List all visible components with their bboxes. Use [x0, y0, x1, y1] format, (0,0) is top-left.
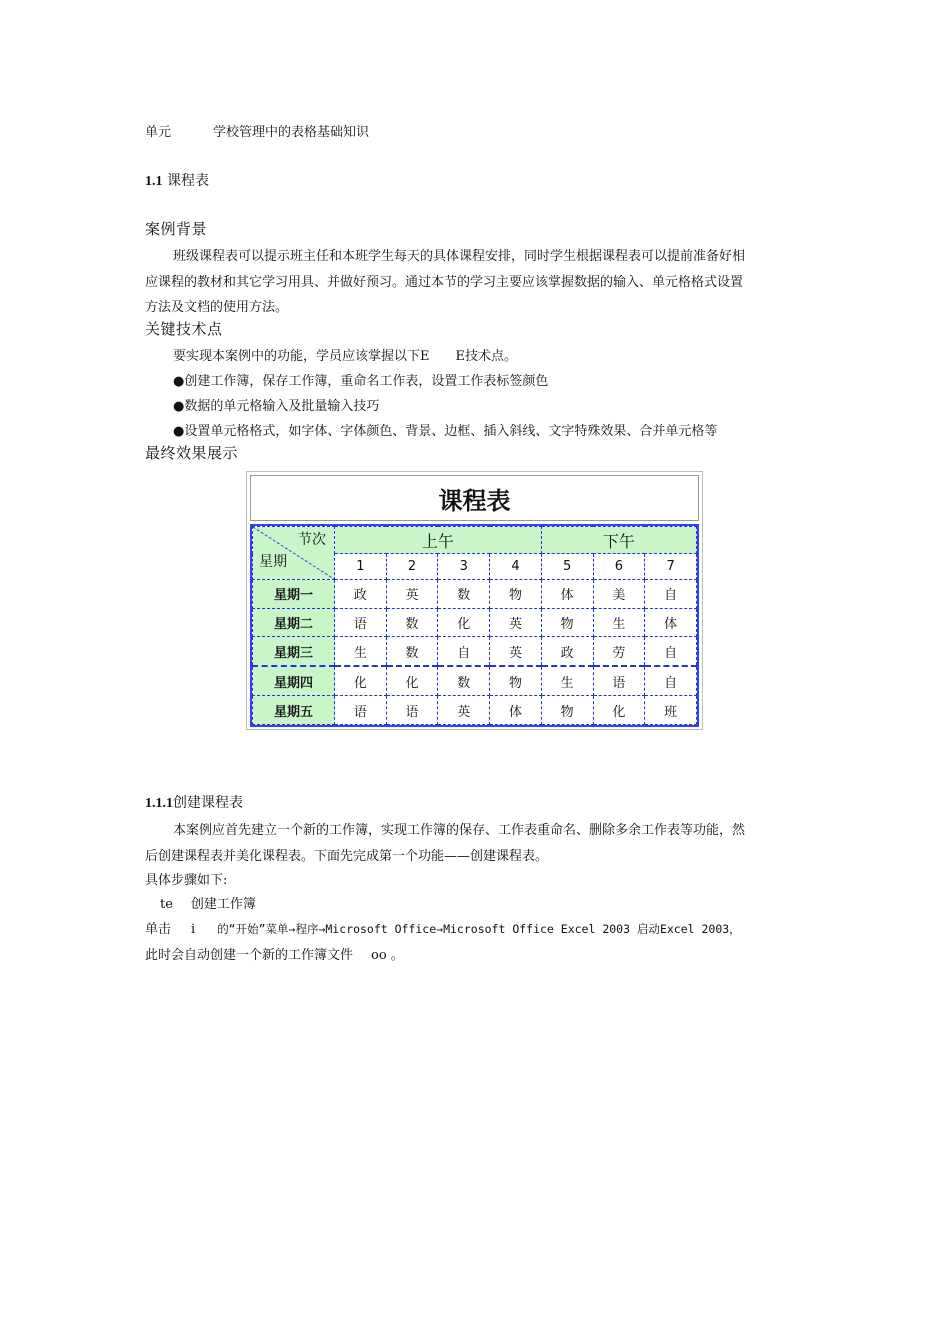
period-number: 2 — [386, 554, 438, 580]
step-marker: te — [160, 897, 173, 912]
bullet-item-1: ●创建工作簿，保存工作簿，重命名工作表，设置工作表标签颜色 — [173, 374, 549, 389]
subsection-number: 1.1.1 — [145, 796, 173, 811]
table-row — [253, 666, 697, 695]
period-number: 3 — [438, 554, 490, 580]
bullet-item-2: ●数据的单元格输入及批量输入技巧 — [173, 399, 380, 414]
day-label: 星期五 — [253, 696, 335, 725]
tech-intro-part-a: 要实现本案例中的功能，学员应该掌握以下E — [173, 349, 430, 364]
table-row — [253, 696, 697, 725]
subsection-title: 创建课程表 — [173, 795, 243, 811]
course-cell: 班 — [645, 696, 697, 725]
course-cell: 数 — [386, 608, 438, 637]
course-cell: 英 — [438, 696, 490, 725]
tech-intro — [173, 345, 517, 364]
body-para-line-2: 后创建课程表并美化课程表。下面先完成第一个功能——创建课程表。 — [145, 849, 549, 864]
course-cell: 物 — [541, 696, 593, 725]
course-cell: 化 — [593, 696, 645, 725]
section-heading — [145, 170, 209, 190]
tech-intro-part-b: E技术点。 — [455, 349, 517, 364]
unit-prefix: 单元 — [145, 125, 172, 140]
result-heading: 最终效果展示 — [145, 444, 239, 462]
corner-label-weekday: 星期 — [259, 554, 287, 570]
day-label: 星期一 — [253, 580, 335, 609]
bullet-item-3: ●设置单元格格式，如字体、字体颜色、背景、边框、插入斜线、文字特殊效果、合并单元格等 — [173, 424, 718, 439]
background-para-line-1: 班级课程表可以提示班主任和本班学生每天的具体课程安排，同时学生根据课程表可以提前准备好相 — [173, 249, 746, 264]
step-heading — [160, 893, 256, 912]
unit-title: 学校管理中的表格基础知识 — [213, 125, 370, 140]
steps-label: 具体步骤如下: — [145, 873, 228, 888]
course-cell: 物 — [490, 666, 542, 695]
menu-path: 的“开始”菜单→程序→Microsoft Office→Microsoft Office Excel 2003 启动Excel 2003， — [217, 922, 741, 936]
course-cell: 英 — [490, 608, 542, 637]
body-para-line-1: 本案例应首先建立一个新的工作簿，实现工作簿的保存、工作表重命名、删除多余工作表等功能，然 — [173, 823, 746, 838]
click-verb: 单击 — [145, 922, 172, 937]
unit-heading — [145, 121, 369, 140]
click-instruction — [145, 918, 741, 937]
step-title: 创建工作簿 — [190, 897, 256, 912]
background-heading: 案例背景 — [145, 220, 208, 238]
course-cell: 生 — [593, 608, 645, 637]
course-cell: 自 — [645, 580, 697, 609]
course-cell: 数 — [438, 666, 490, 695]
period-number: 1 — [335, 554, 387, 580]
period-number: 6 — [593, 554, 645, 580]
header-morning: 上午 — [335, 527, 542, 554]
corner-label-period: 节次 — [298, 532, 326, 548]
course-cell: 体 — [541, 580, 593, 609]
course-cell: 美 — [593, 580, 645, 609]
course-cell: 生 — [541, 666, 593, 695]
course-cell: 语 — [335, 696, 387, 725]
period-number: 7 — [645, 554, 697, 580]
section-title: 课程表 — [166, 173, 209, 189]
course-cell: 英 — [490, 637, 542, 666]
course-cell: 自 — [438, 637, 490, 666]
course-cell: 自 — [645, 637, 697, 666]
timetable-title: 课程表 — [250, 475, 699, 521]
tech-heading: 关键技术点 — [145, 320, 223, 338]
period-number: 5 — [541, 554, 593, 580]
course-cell: 体 — [645, 608, 697, 637]
auto-create-note — [145, 944, 404, 963]
timetable-grid — [250, 524, 699, 727]
course-cell: 自 — [645, 666, 697, 695]
section-number: 1.1 — [145, 174, 163, 189]
background-para-line-3: 方法及文档的使用方法。 — [145, 300, 289, 315]
course-cell: 物 — [490, 580, 542, 609]
course-cell: 生 — [335, 637, 387, 666]
timetable-figure — [246, 471, 703, 730]
course-cell: 数 — [386, 637, 438, 666]
click-fragment: i — [191, 922, 196, 937]
corner-diagonal-cell — [253, 527, 335, 580]
course-cell: 数 — [438, 580, 490, 609]
subsection-heading — [145, 792, 243, 812]
background-para-line-2: 应课程的教材和其它学习用具、并做好预习。通过本节的学习主要应该掌握数据的输入、单元格格式设置 — [145, 275, 744, 290]
header-afternoon: 下午 — [541, 527, 696, 554]
table-row — [253, 608, 697, 637]
period-number: 4 — [490, 554, 542, 580]
course-cell: 语 — [335, 608, 387, 637]
course-cell: 劳 — [593, 637, 645, 666]
auto-create-text: 此时会自动创建一个新的工作簿文件 — [145, 948, 354, 963]
course-cell: 英 — [386, 580, 438, 609]
course-cell: 语 — [386, 696, 438, 725]
course-cell: 物 — [541, 608, 593, 637]
day-label: 星期三 — [253, 637, 335, 666]
auto-create-tail: oo 。 — [371, 948, 404, 963]
course-cell: 化 — [386, 666, 438, 695]
course-cell: 体 — [490, 696, 542, 725]
course-cell: 化 — [438, 608, 490, 637]
day-label: 星期二 — [253, 608, 335, 637]
day-label: 星期四 — [253, 666, 335, 695]
course-cell: 语 — [593, 666, 645, 695]
table-row — [253, 637, 697, 666]
timetable-table — [252, 526, 697, 725]
table-row — [253, 580, 697, 609]
course-cell: 化 — [335, 666, 387, 695]
course-cell: 政 — [335, 580, 387, 609]
course-cell: 政 — [541, 637, 593, 666]
